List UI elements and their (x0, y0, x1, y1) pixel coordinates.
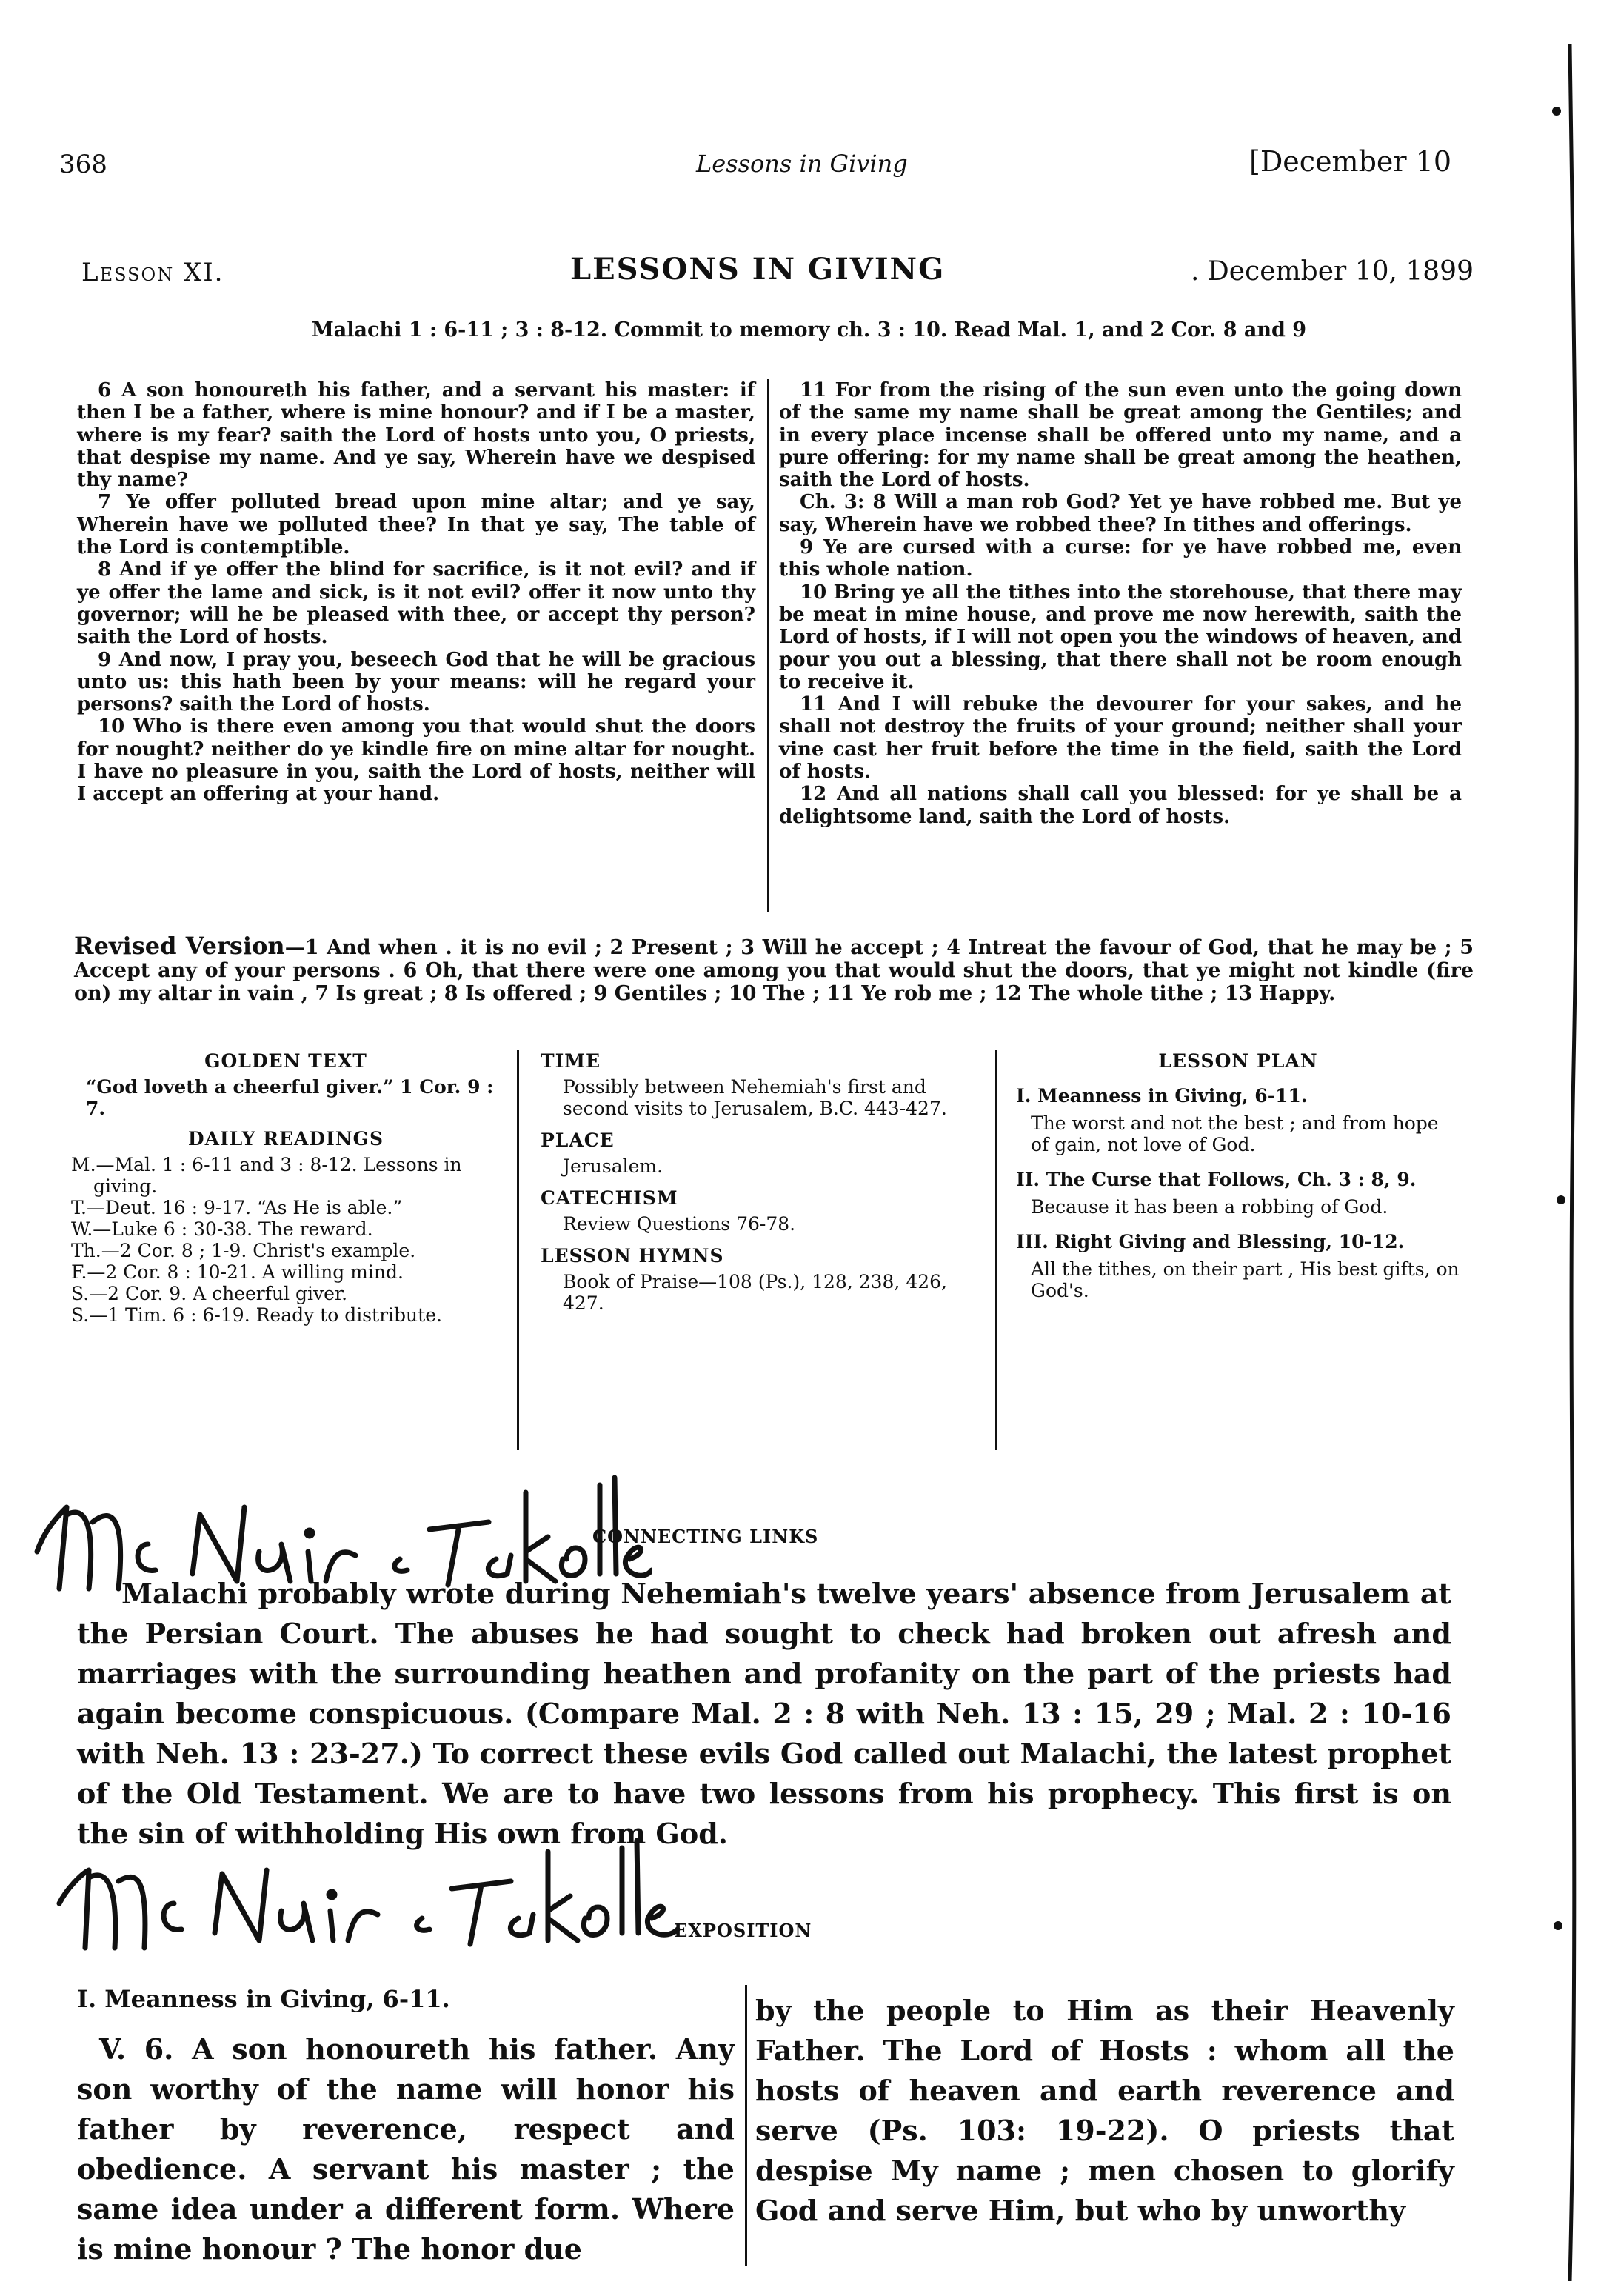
scan-edge-line (1540, 30, 1607, 2289)
lesson-plan (1016, 1050, 1460, 1301)
exposition-heading: EXPOSITION (674, 1920, 812, 1941)
golden-text-and-readings (71, 1050, 501, 1326)
connecting-links-heading: CONNECTING LINKS (592, 1526, 819, 1547)
hymns-text: Book of Praise—108 (Ps.), 128, 238, 426, 427. (563, 1271, 947, 1314)
hymns-heading: LESSON HYMNS (541, 1245, 724, 1267)
reading-item: W.—Luke 6 : 30-38. The reward. (71, 1218, 373, 1240)
verse-9: 9 And now, I pray you, beseech God that he will be gracious unto us: this hath been by your means: will he regard your persons? saith the Lord of hosts. (77, 648, 755, 716)
lesson-plan-heading: LESSON PLAN (1158, 1050, 1318, 1072)
handwritten-signature (52, 1829, 681, 1970)
golden-text: “God loveth a cheerful giver.” 1 Cor. 9 : 7. (86, 1076, 494, 1119)
verse-3-11: 11 And I will rebuke the devourer for your sakes, and he shall not destroy the fruits of your ground; neither shall your vine cast her fruit before the time in the field, saith the Lord of hosts. (779, 693, 1462, 784)
box-divider-right (995, 1050, 997, 1450)
reading-item: S.—1 Tim. 6 : 6-19. Ready to distribute. (71, 1304, 442, 1326)
plan-item-text: Because it has been a robbing of God. (1031, 1196, 1388, 1218)
plan-item-text: All the tithes, on their part , His best gifts, on God's. (1031, 1258, 1460, 1301)
verse-7: 7 Ye offer polluted bread upon mine altar; and ye say, Wherein have we polluted thee? In that ye say, The table of the Lord is contemptible. (77, 491, 755, 559)
place-heading: PLACE (541, 1129, 615, 1151)
place-text: Jerusalem. (563, 1155, 663, 1177)
daily-readings-heading: DAILY READINGS (187, 1128, 384, 1149)
exposition-subheading: I. Meanness in Giving, 6-11. (77, 1985, 450, 2013)
exposition-left-column (77, 2029, 735, 2269)
catechism-heading: CATECHISM (541, 1187, 678, 1209)
exposition-right-column (755, 1991, 1454, 2231)
page-number: 368 (59, 150, 107, 179)
box-divider-left (517, 1050, 519, 1450)
running-header (59, 145, 1466, 190)
exposition-right-text: by the people to Him as their Heavenly Father. The Lord of Hosts : whom all the hosts of heaven and earth reverence and serve (Ps. 103: 19-22). O priests that despise My name ; men chosen to glorify God and serve Him, but who by unworthy (755, 1994, 1454, 2227)
plan-item-title: II. The Curse that Follows, Ch. 3 : 8, 9. (1016, 1169, 1417, 1190)
verse-3-12: 12 And all nations shall call you blessed: for ye shall be a delightsome land, saith the Lord of hosts. (779, 783, 1462, 828)
revised-version (74, 932, 1474, 1005)
scripture-right-column (779, 379, 1462, 912)
running-title: Lessons in Giving (696, 150, 908, 178)
scripture-reference: Malachi 1 : 6-11 ; 3 : 8-12. Commit to memory ch. 3 : 10. Read Mal. 1, and 2 Cor. 8 and 9 (311, 318, 1307, 341)
verse-11: 11 For from the rising of the sun even unto the going down of the same my name shall be great among the Gentiles; and in every place incense shall be offered unto my name, and a pure offering: for my name shall be great among the heathen, saith the Lord of hosts. (779, 379, 1462, 492)
lesson-date: . December 10, 1899 (1191, 256, 1474, 287)
verse-10: 10 Who is there even among you that would shut the doors for nought? neither do ye kindle fire on mine altar for nought. I have no pleasure in you, saith the Lord of hosts, neither will I accept an offering at your hand. (77, 715, 755, 806)
plan-item-text: The worst and not the best ; and from hope of gain, not love of God. (1031, 1112, 1439, 1155)
scripture-left-column (77, 379, 755, 912)
column-divider (767, 379, 769, 912)
verse-3-8: Ch. 3: 8 Will a man rob God? Yet ye have robbed me. But ye say, Wherein have we robbed thee? In tithes and offerings. (779, 491, 1462, 536)
revised-version-text: —1 And when . it is no evil ; 2 Present ; 3 Will he accept ; 4 Intreat the favour of God, that he may be ; 5 Accept any of your persons . 6 Oh, that there were one among you that would shut the doors, that ye might not kindle (fire on) my altar in vain , 7 Is great ; 8 Is offered ; 9 Gentiles ; 10 The ; 11 Ye rob me ; 12 The whole tithe ; 13 Happy. (74, 936, 1474, 1005)
reading-item: S.—2 Cor. 9. A cheerful giver. (71, 1283, 348, 1304)
exposition-left-text: V. 6. A son honoureth his father. Any son worthy of the name will honor his father by reverence, respect and obedience. A servant his master ; the same idea under a different form. Where is mine honour ? The honor due (77, 2032, 735, 2266)
lesson-title: LESSONS IN GIVING (570, 252, 946, 287)
verse-8: 8 And if ye offer the blind for sacrifice, is it not evil? and if ye offer the lame and sick, is it not evil? offer it now unto thy governor; will he be pleased with thee, or accept thy person? saith the Lord of hosts. (77, 558, 755, 649)
plan-item-title: III. Right Giving and Blessing, 10-12. (1016, 1231, 1405, 1252)
lesson-number: Lesson XI. (81, 258, 224, 287)
verse-6: 6 A son honoureth his father, and a servant his master: if then I be a father, where is mine honour? and if I be a master, where is my fear? saith the Lord of hosts unto you, O priests, that despise my name. And ye say, Wherein have we despised thy name? (77, 379, 755, 492)
exposition-divider (745, 1985, 747, 2266)
verse-3-10: 10 Bring ye all the tithes into the storehouse, that there may be meat in mine house, and prove me now herewith, saith the Lord of hosts, if I will not open you the windows of heaven, and pour you out a blessing, that there shall not be room enough to receive it. (779, 581, 1462, 693)
plan-item-title: I. Meanness in Giving, 6-11. (1016, 1085, 1308, 1107)
time-place-box (541, 1050, 977, 1314)
time-heading: TIME (541, 1050, 601, 1072)
running-date: [December 10 (1249, 145, 1451, 178)
reading-item: T.—Deut. 16 : 9-17. “As He is able.” (71, 1197, 403, 1218)
time-text: Possibly between Nehemiah's first and second visits to Jerusalem, B.C. 443-427. (563, 1076, 947, 1119)
reading-item: F.—2 Cor. 8 : 10-21. A willing mind. (71, 1261, 404, 1283)
reading-item: M.—Mal. 1 : 6-11 and 3 : 8-12. Lessons in giving. (71, 1154, 462, 1197)
verse-3-9: 9 Ye are cursed with a curse: for ye have robbed me, even this whole nation. (779, 536, 1462, 581)
lesson-header (81, 252, 1474, 296)
connecting-links-paragraph: Malachi probably wrote during Nehemiah's twelve years' absence from Jerusalem at the Persian Court. The abuses he had sought to check had broken out afresh and marriages with the surrounding heathen and profanity on the part of the priests had again become conspicuous. (Compare Mal. 2 : 8 with Neh. 13 : 15, 29 ; Mal. 2 : 10-16 with Neh. 13 : 23-27.) To correct these evils God called out Malachi, the latest prophet of the Old Testament. We are to have two lessons from his prophecy. This first is on the sin of withholding His own from God. (77, 1577, 1451, 1850)
revised-version-label: Revised Version (74, 932, 285, 960)
connecting-links-text (77, 1574, 1451, 1854)
golden-text-heading: GOLDEN TEXT (204, 1050, 367, 1072)
reading-item: Th.—2 Cor. 8 ; 1-9. Christ's example. (71, 1240, 416, 1261)
catechism-text: Review Questions 76-78. (563, 1213, 796, 1235)
